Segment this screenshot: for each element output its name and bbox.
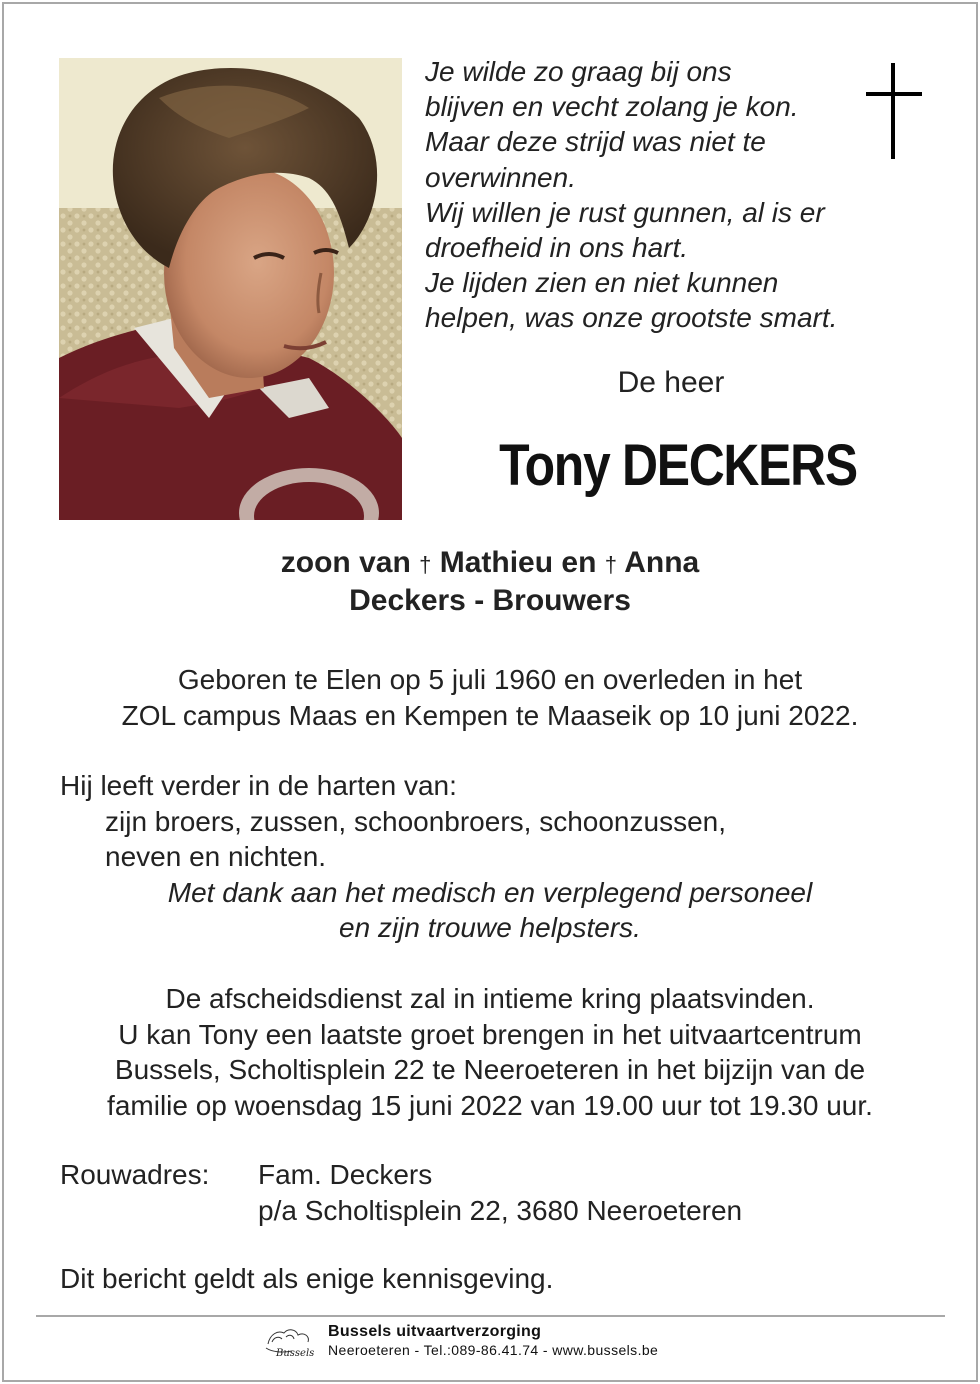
service-text <box>40 981 940 1123</box>
birth-death-text <box>40 662 940 733</box>
survivors-text <box>60 768 940 946</box>
logo-text: Bussels <box>276 1348 315 1359</box>
dagger-icon: † <box>419 552 432 577</box>
address-line: p/a Scholtisplein 22, 3680 Neeroeteren <box>258 1194 743 1226</box>
death-line: ZOL campus Maas en Kempen te Maaseik op 10 juni 2022. <box>121 699 859 731</box>
service-line: Bussels, Scholtisplein 22 te Neeroeteren in het bijzijn van de <box>114 1054 866 1085</box>
poem-line: Je wilde zo graag bij ons <box>425 56 732 87</box>
deceased-name: Tony DECKERS <box>499 433 857 498</box>
service-line: U kan Tony een laatste groet brengen in het uitvaartcentrum <box>118 1018 862 1050</box>
poem-line: Wij willen je rust gunnen, al is er <box>425 196 825 228</box>
poem-line: Maar deze strijd was niet te <box>425 126 766 158</box>
funeral-home-contact: Neeroeteren - Tel.:089-86.41.74 - www.bussels.be <box>328 1342 659 1358</box>
father-name: Mathieu en <box>439 546 597 579</box>
mother-name: Anna <box>624 546 700 579</box>
footer-divider <box>36 1315 945 1317</box>
service-line: De afscheidsdienst zal in intieme kring plaatsvinden. <box>165 983 815 1014</box>
survivors-line: zijn broers, zussen, schoonbroers, schoonzussen, <box>105 805 726 837</box>
service-line: familie op woensdag 15 juni 2022 van 19.00 uur tot 19.30 uur. <box>107 1089 873 1121</box>
parents-block <box>60 545 920 619</box>
address-line: Fam. Deckers <box>258 1159 433 1190</box>
poem-line: blijven en vecht zolang je kon. <box>425 91 799 123</box>
poem <box>425 54 895 336</box>
poem-line: helpen, was onze grootste smart. <box>425 302 838 334</box>
address-label: Rouwadres: <box>60 1159 210 1190</box>
portrait-photo <box>59 58 402 520</box>
survivors-line: neven en nichten. <box>105 841 327 872</box>
poem-line: Je lijden zien en niet kunnen <box>425 267 779 299</box>
thanks-line: Met dank aan het medisch en verplegend personeel <box>167 876 813 908</box>
parents-surnames: Deckers - Brouwers <box>349 584 631 617</box>
parents-prefix: zoon van <box>280 546 411 579</box>
birth-line: Geboren te Elen op 5 juli 1960 en overleden in het <box>177 664 803 695</box>
title-prefix: De heer <box>617 366 725 399</box>
funeral-home-logo <box>262 1324 324 1360</box>
dagger-icon: † <box>604 552 617 577</box>
funeral-home-name: Bussels uitvaartverzorging <box>328 1323 542 1340</box>
thanks-line: en zijn trouwe helpsters. <box>339 912 641 943</box>
poem-line: droefheid in ons hart. <box>425 232 689 264</box>
poem-line: overwinnen. <box>425 161 576 193</box>
survivors-intro: Hij leeft verder in de harten van: <box>60 770 457 801</box>
address-value <box>258 1157 742 1228</box>
notice-text: Dit bericht geldt als enige kennisgeving. <box>60 1263 554 1294</box>
cross-icon <box>866 63 922 159</box>
